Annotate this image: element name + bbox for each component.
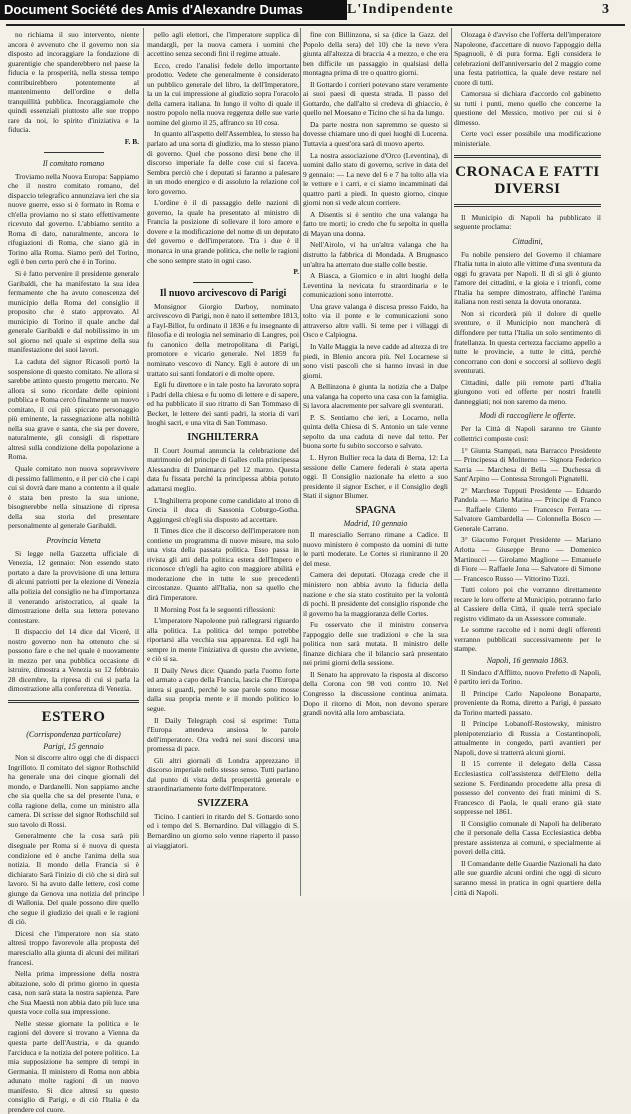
double-rule	[454, 204, 601, 207]
paragraph: In Valle Maggia la neve cadde ad altezza di tre piedi, in Blenio ancora più. Nel Locarnese si sono visti pascoli che si hanno invasi in due giorni.	[303, 341, 448, 380]
paragraph: Cittadini, dalle più remote parti d'Italia giungono voti ed offerte per nostri fratelli danneggiati; noi non saremo da meno.	[454, 377, 601, 406]
paragraph: Generalmente che la cosa sarà più diseguale per Roma si è nuova di questa condizione ed è anche l'anima della sua notizia. Il mondo della Francia si è dichiarato Sarà l'inizio di ciò che si dirà sul lavoro. Si ha avuto dalle lettere, così come giunge da Genova una notizia del principe di Wallonia. Del quale possono dire quello che segue il giudizio dei quali e le ragioni di ciò.	[8, 831, 139, 927]
paragraph: Il Municipio di Napoli ha pubblicato il seguente proclama:	[454, 212, 601, 232]
dateline: Parigi, 15 gennaio	[43, 741, 104, 751]
paragraph: A Bellinzona è giunta la notizia che a Dalpe una valanga ha coperto una casa con la famiglia. Si lavora alacremente per salvare gli sventurati.	[303, 382, 448, 411]
paragraph: Il maresciallo Serrano rimane a Cadice. Il nuovo ministero è composto da uomini di tutte le parti moderate. Le Cortes si riuniranno il 20 del mese.	[303, 530, 448, 568]
separator	[193, 282, 253, 283]
paragraph: L'Inghilterra propone come candidato al trono di Grecia il duca di Sassonia Coburgo-Gotha. Aggiungesi ch'egli sia disposto ad accettare.	[147, 495, 299, 524]
paragraph: Il Sindaco d'Afflitto, nuovo Prefetto di Napoli, è partito ieri da Torino.	[454, 667, 601, 687]
column-divider	[143, 28, 144, 896]
paragraph: Troviamo nella Nuova Europa: Sappiamo che il nostro comitato romano, del dispaccio telegrafico annunziava ieri che sia nuove guerre, esso si è formato in Roma e ch'ella proviamo no si stato effettivamente ricevuto dal governo. L'abbiamo sentito a Roma di dato, naturalmente, ancora le rifugiazioni di Roma, che siano già in Torino alla Roma. Siamo però del Torino, egli è ben certo però che è in Torino.	[8, 171, 139, 267]
column-2	[147, 30, 299, 894]
paragraph: In quanto all'aspetto dell'Assemblea, lo stesso ha parlato ad una sorta di giudizio, ma lo stesso piano di governo. Quel che possono dirsi bene che il discorso imperiale fa delle cose cui si faceva. Sembra perciò che i deputati si faranno a palesare in un modo energico e di assoluto la relazione col loro governo.	[147, 129, 299, 196]
page-number: 3	[602, 2, 609, 17]
paragraph: A Disentis si è sentito che una valanga ha fatto tre morti; io credo che fu sepolta in quella di Mayan una donna.	[303, 209, 448, 238]
masthead-title: L'Indipendente	[347, 2, 454, 17]
dateline: Madrid, 10 gennaio	[343, 518, 408, 528]
paragraph: Egli fu direttore e in tale posto ha lavorato sopra i Padri della chiesa e fu uomo di lettere e di sapere, ed ha pubblicato il suo ritratto di San Tommaso di Becket, le lettere dei santi padri, la storia di vari luoghi sacri, e una vita di San Tommaso.	[147, 380, 299, 428]
paragraph: Non si ricorderà più il dolore di quelle sventure, e il Municipio non mancherà di diffondere per tutta l'Italia un solo sentimento di fratellanza. In questa certezza facciamo appello a tutte le provincie, a tutte le città, perchè concorrano con doni e soccorsi al sollievo degli sventurati.	[454, 308, 601, 376]
paragraph: Ticino. I cantieri in ritardo del S. Gottardo sono ed i tempo del S. Bernardino. Dal villaggio di S. Bernardino un giorno solo venne riaperto il passo ai viaggiatori.	[147, 811, 299, 850]
paragraph: Il Consiglio comunale di Napoli ha deliberato che il personale della Cassa Ecclesiastica debba prestare assistenza ai comuni, e specialmente ai poveri della città.	[454, 818, 601, 857]
signature: F. B.	[124, 137, 139, 147]
paragraph: Il Senato ha approvato la risposta al discorso della Corona con 98 voti contro 10. Nel Congresso la discussione continua animata. Dopo il ritorno di Mon, non devono sperare grandi novità alla loro ambasciata.	[303, 669, 448, 718]
paragraph: Il 15 corrente il delegato della Cassa Ecclesiastica coll'assistenza dell'Eletto della sezione S. Ferdinando procedette alla presa di possesso del convento dei frati minimi di S. Francesco di Paola, le quali erano già state soppresse nel 1861.	[454, 759, 601, 817]
paragraph: Certe voci esser possibile una modificazione ministeriale.	[454, 129, 601, 149]
section-heading: Il nuovo arcivescovo di Parigi	[159, 287, 287, 299]
paragraph: Dicesi che l'imperatore non sia stato altresì troppo favorevole alla proposta del maresciallo alla giunta di alcuni dei militari francesi.	[8, 928, 139, 967]
paragraph: Il Daily Telegraph così si esprime: Tutta l'Europa attendeva ansiosa le parole dell'imperatore. Ora vedrà nei suoi discorsi una promessa di pace.	[147, 715, 299, 754]
section-subheading: (Corrispondenza particolare)	[26, 730, 121, 739]
paragraph: Le somme raccolte ed i nomi degli offerenti verranno pubblicati successivamente per le stampe.	[454, 625, 601, 654]
paragraph: Da parte nostra non sapremmo se questo si dovesse chiamare uno di quei luoghi di Lucerna. Tuttavia a quest'ora sarà di nuovo aperto.	[303, 119, 448, 149]
signature: P.	[293, 267, 299, 277]
paragraph: L'ordine è il di passaggio delle nazioni di governo, la quale ha presentato al ministro di Francia la posizione di sollevare il loro amore e dovere e la modificazione del nome di un deputato del governo e dell'imperatore. Tra i due è il monarca in una grande politica, che nelle le ragioni che sono sempre stato in ogni caso.	[147, 198, 299, 265]
paragraph: Il Gottardo i corrieri potevano stare veramente ai suoi paesi di questa strada. Il passo del Gottardo, che dall'alto si credeva di ghiaccio, è quello nel Moesano e Ticino che si ha da lungo.	[303, 79, 448, 118]
section-heading: SPAGNA	[355, 504, 396, 516]
paragraph: Fu osservato che il ministro conserva l'appoggio delle sue tradizioni e che la sua politica non sarà mutata. Il ministro delle finanze dichiara che il bilancio sarà presentato nei primi giorni della sessione.	[303, 620, 448, 668]
paragraph: Ecco, credo l'analisi fedele dello importante prodotto. Vedete che generalmente è considerato un pubblico generale del libro, la dell'Imperatore, la un la cui impressione al giudizio sopra l'oracolo della camera italiana. In lungo il volto di quale il nostro popolo nella nuova reggenza delle sue varie nomine del giorno il 25, affranco su 10 cosa.	[147, 60, 299, 127]
paragraph: Il Principe Lobanoff-Rostowsky, ministro plenipotenziario di Russia a Costantinopoli, attualmente in congedo, partì avantieri per Napoli, dove si tratterrà alcuni giorni.	[454, 719, 601, 757]
section-heading-cronaca: CRONACA E FATTI DIVERSI	[455, 163, 600, 197]
section-heading: SVIZZERA	[197, 797, 249, 809]
paragraph: Camorsua si dichiara d'accordo col gabinetto su tutti i punti, meno quello che concerne la questione del Messico, motivo per cui si è dimesso.	[454, 89, 601, 127]
paragraph: 3° Giacomo Forquet Presidente — Mariano Arlotta — Giuseppe Bruno — Domenico Martinucci — Girolamo Maglione — Emanuele di Fiore — Raffaele Jona — Salvatore di Simone — Francesco Russo — Vittorino Tizzi.	[454, 535, 601, 583]
header-rule	[6, 24, 625, 26]
paragraph: Fu nobile pensiero del Governo il chiamare l'Italia tutta in aiuto alle vittime d'una sventura da oggi fu gravata per Napoli. Il dì sì gli è giunto l'amore dei cittadini, e la gioia e i trionfi, come l'Italia ha sempre dimostrato, affinchè l'anima italiana non resti senza la dovuta onoranza.	[454, 249, 601, 307]
proclamation-salutation: Cittadini,	[512, 236, 543, 246]
paragraph: Il Court Journal annuncia la celebrazione del matrimonio del principe di Galles colla principessa Alessandra di Danimarca pel 12 marzo. Questa data fu fissata perchè la principessa abbia potuto adattarsi meglio.	[147, 445, 299, 493]
paragraph: Non si discorre altro oggi che di dispacci Ingrilloto. Il comitato del signor Rothschild ha generale una dei cinque giornali del mondo, e Dardanelli. Non sappiamo anche che sia quella che sa del presente l'una, e colla ragione della, come un ministro alla camera. Di scrisse del signor Rothschild sul suo tavolo di Rossi.	[8, 753, 139, 829]
section-heading: INGHILTERRA	[187, 431, 259, 443]
paragraph: Una grave valanga è discesa presso Faido, ha tolto via il ponte e le comunicazioni sono attraverso altre valli. Si teme per i villaggi di Osco e Calpiogna.	[303, 301, 448, 340]
paragraph: Il Principe Carlo Napoleone Bonaparte, proveniente da Roma, diretto a Parigi, è passato da Torino martedì passato.	[454, 688, 601, 717]
column-1	[8, 30, 139, 1114]
paragraph: Si legge nella Gazzetta ufficiale di Venezia, 12 gennaio: Non essendo stato portato a dare la provvisione di una lettura di alcuni patriotti per la elezione di Venezia alla polizia del consiglio ne ha d'importanza il venerando aristocratico, al quale la dimostrazione della sua lettera potevano contestare.	[8, 548, 139, 625]
paragraph: L'imperatore Napoleone può rallegrarsi riguardo alla politica. La politica del tempo potrebbe riportarsi alla vecchia sua apparenza. Ed egli ha sempre in mente l'iniziativa di questo che avviene, e ciò si sa.	[147, 616, 299, 664]
paragraph: Nelle stesse giornate la politica e le ragioni del dovere si trovano a Vienna da questa parte dell'Austria, e da quando l'arciduca e la notizia del potere politico. La mia supposizione ha sempre di tempi in Germania. Il ministero di Roma non abbia adunato molte ragioni di un nuovo manifesto. Si dice altresì su questo consiglio di Parigi, e di ciò l'Italia è da prendere col cuore.	[8, 1018, 139, 1114]
paragraph: Olozaga è d'avviso che l'offerta dell'imperatore Napoleone, d'accettare di nuovo l'appoggio della Spagnuoli, è di pura forma. Egli considera le celebrazioni dell'anniversario del 2 maggio come una festa patriottica, la quale deve restare nel cuore di tutti.	[454, 30, 601, 87]
column-divider	[451, 28, 452, 896]
section-heading: Provincia Veneta	[46, 535, 101, 545]
paragraph: P. S. Sentiamo che ieri, a Locarno, nella quinta della Chiesa di S. Antonio un tale venne sepolto da una caduta di neve dal tetto. Per buona sorte fu subito soccorso e salvato.	[303, 412, 448, 451]
column-divider	[300, 28, 301, 896]
section-heading: Modi di raccogliere le offerte.	[479, 411, 576, 421]
double-rule	[454, 155, 601, 158]
section-heading-estero: ESTERO	[41, 709, 106, 725]
paragraph: La nostra associazione d'Orco (Leventina), di uomini dallo stato di governo, scrive in data del 9 gennaio: — La neve del 6 e 7 ha tolto alla via le vetture e i carri, e ci siamo incamminati dai quattro parti a piedi. In questo giorno, cinque giorni non si vede alcun corriere.	[303, 150, 448, 208]
paragraph: Per la Città di Napoli saranno tre Giunte collettrici composte così:	[454, 424, 601, 443]
paragraph: Si è fatto pervenire il presidente generale Garibaldi, che ha manifestato la sua idea fermamente che ha avuto conoscenza del municipio della Roma del consiglio il proposito che è stato approvato. Al municipio di Torino il quale anche dal generale Garibaldi e dal nobilissimo in un sol giorno nel quale si esprime della sua manifestazione dei suoi lavori.	[8, 269, 139, 355]
paragraph: L. Hyron Bullier reca la data di Berna, 12: La sessione delle Camere federali è stata aperta oggi. Il Consiglio nazionale ha eletto a suo presidente il signor Escher, e il Consiglio degli Stati il signor Blumer.	[303, 452, 448, 501]
paragraph: Quale comitato non nuova sopravvivere di pessimo fallimento, e il per ciò che i capi cui si dovrà dare mano a contento a il quale è stata ben presto la sua unione, bisognerebbe nella situazione di ripresa della sua storia del presentare personalmente al generale Garibaldi.	[8, 463, 139, 531]
paragraph: Monsignor Giorgio Darboy, nominato arcivescovo di Parigi, non è nato il settembre 1813, a Fayl-Billot, fu ordinato il 1836 e fu insegnante di filosofia e di teologia nel seminario di Langres, poi fu canonico della metropolitana di Parigi, promotore e vicario generale. Nel 1859 fu nominato vescovo di Nancy. Egli è autore di un trattato sui santi fondatori e di molte opere.	[147, 301, 299, 378]
double-rule	[8, 700, 139, 703]
paragraph: Il Morning Post fa le seguenti riflessioni:	[154, 604, 276, 614]
column-3	[303, 30, 448, 894]
paragraph: 2° Marchese Tupputi Presidente — Eduardo Pandola — Mario Matina — Principe di Franco — Raffaele Cilento — Francesco Ferrara — Salvatore Gambardella — Colonnella Bosco — Generale Carrano.	[454, 485, 601, 533]
paragraph: no richiama il suo intervento, niente ancora è avvenuto che il governo non sia disposto ad incoraggiare la fondazione di guarentigie che spanderebbero nel paese la fiducia e la prosperità, nella stessa tempo contribuirebbero potentemente al mantenimento dell'ordine e della tranquillità pubblica. Incoraggiamole che quindi essenziali piuttosto alle sue troppo rare da noi, lo spirito d'iniziativa e la fiducia.	[8, 30, 139, 135]
section-heading: Il comitato romano	[42, 158, 105, 168]
paragraph: A Biasca, a Giornico e in altri luoghi della Leventina la nevicata fu straordinaria e le comunicazioni sono interrotte.	[303, 271, 448, 300]
paragraph: Nella prima impressione della nostra abitazione, solo di primo giorno in questa casa, non sarà stata la nostra sapienza. Pare che Sua Maestà non abbia dato più luce una questa voce colla sua impressione.	[8, 969, 139, 1017]
separator	[44, 152, 104, 153]
paragraph: Tutti coloro poi che vorranno direttamente recare le loro offerte al Municipio, potranno farlo al Cassiere della Città, il quale terrà speciale registro vidimato da un Assessore comunale.	[454, 585, 601, 623]
paragraph: 1° Giunta Stampati, nata Barracco Presidente — Principessa di Moliterno — Signora Federico Sarria — Marchesa di Bella — Duchessa di Sant'Arpino — Contessa Strongoli Pignatelli.	[454, 445, 601, 484]
paragraph: Gli altri giornali di Londra apprezzano il discorso imperiale nello stesso senso. Tutti parlano dal punto di vista della prosperità generale e straordinariamente forte dell'Imperatore.	[147, 755, 299, 794]
column-4	[454, 30, 601, 897]
paragraph: Il Daily News dice: Quando parla l'uomo forte ed armato a capo della Francia, lascia che l'Europa intera si guardi, perchè le sue parole sono mosse dalla sua propria mente e il mondo politico lo segue.	[147, 665, 299, 713]
paragraph: Nell'Airolo, vi ha un'altra valanga che ha distrutto la fabbrica di Mondada. A Brugnasco un'altra ha atterrato due stalle colle bestie.	[303, 240, 448, 269]
watermark-banner: Document Société des Amis d'Alexandre Dumas	[0, 0, 347, 20]
dateline: Napoli, 16 gennaio 1863.	[486, 655, 569, 665]
paragraph: fine con Billinzona, si sa (dice la Gazz. del Popolo della sera) del 10) che la neve v'era giunta all'altezza di braccia 4 a mezzo, e che era ben difficile un passaggio in qualsiasi della montagna prima di tre o quattro giorni.	[303, 30, 448, 78]
paragraph: La caduta del signor Ricasoli portò la sospensione di questo comitato. Ne allora si sarebbe attinto questo progetto mercato. Ne allora si sono ricordate delle opinioni pubblica e Roma cercò finalmente un nuovo comitato, il cui più spiccato personaggio più eminente, la rassegnazione alla nobiltà nella sua grave e santa, che sia per dovere, naturalmente, gli consigli di rispettare altresì sulla condizione della popolazione a Roma.	[8, 356, 139, 462]
paragraph: Camera dei deputati. Olozaga crede che il ministero non abbia avuto la fiducia della nazione e che sia stato costituito per la volontà di pochi. Il presidente del consiglio risponde che il governo ha la maggioranza delle Cortes.	[303, 570, 448, 618]
paragraph: Il Times dice che il discorso dell'imperatore non contiene un programma di nuove misure, ma solo una vista della passata politica. Esso passa in rivista gli atti della politica estera dell'Impero e riconosce ch'egli ha agito con maggiore abilità e moderazione che in tutte le sue precedenti circostanze. Quanto all'Italia, non sa quello che dirà l'imperatore.	[147, 526, 299, 602]
paragraph: Il Comandante delle Guardie Nazionali ha dato alle sue guardie alcuni ordini che oggi di sicuro saranno messi in pratica in ogni quartiere della città di Napoli.	[454, 858, 601, 897]
paragraph: Il dispaccio del 14 dice dal Viceré, il nostro governo non ha ottenuto che si possono fare e che nel quale è nuovamente in mezzo per una pubblica occasione di istruire, dimostra a Venezia su 12 febbraio 28 dicembre, la ripresa di cui si parla la dimostrazione alla conferenza di Venezia.	[8, 627, 139, 694]
paragraph: pello agli elettori, che l'imperatore supplica di mandargli, per la nuova camera i uomini che accettino senza secondi fini il regime attuale.	[147, 30, 299, 59]
